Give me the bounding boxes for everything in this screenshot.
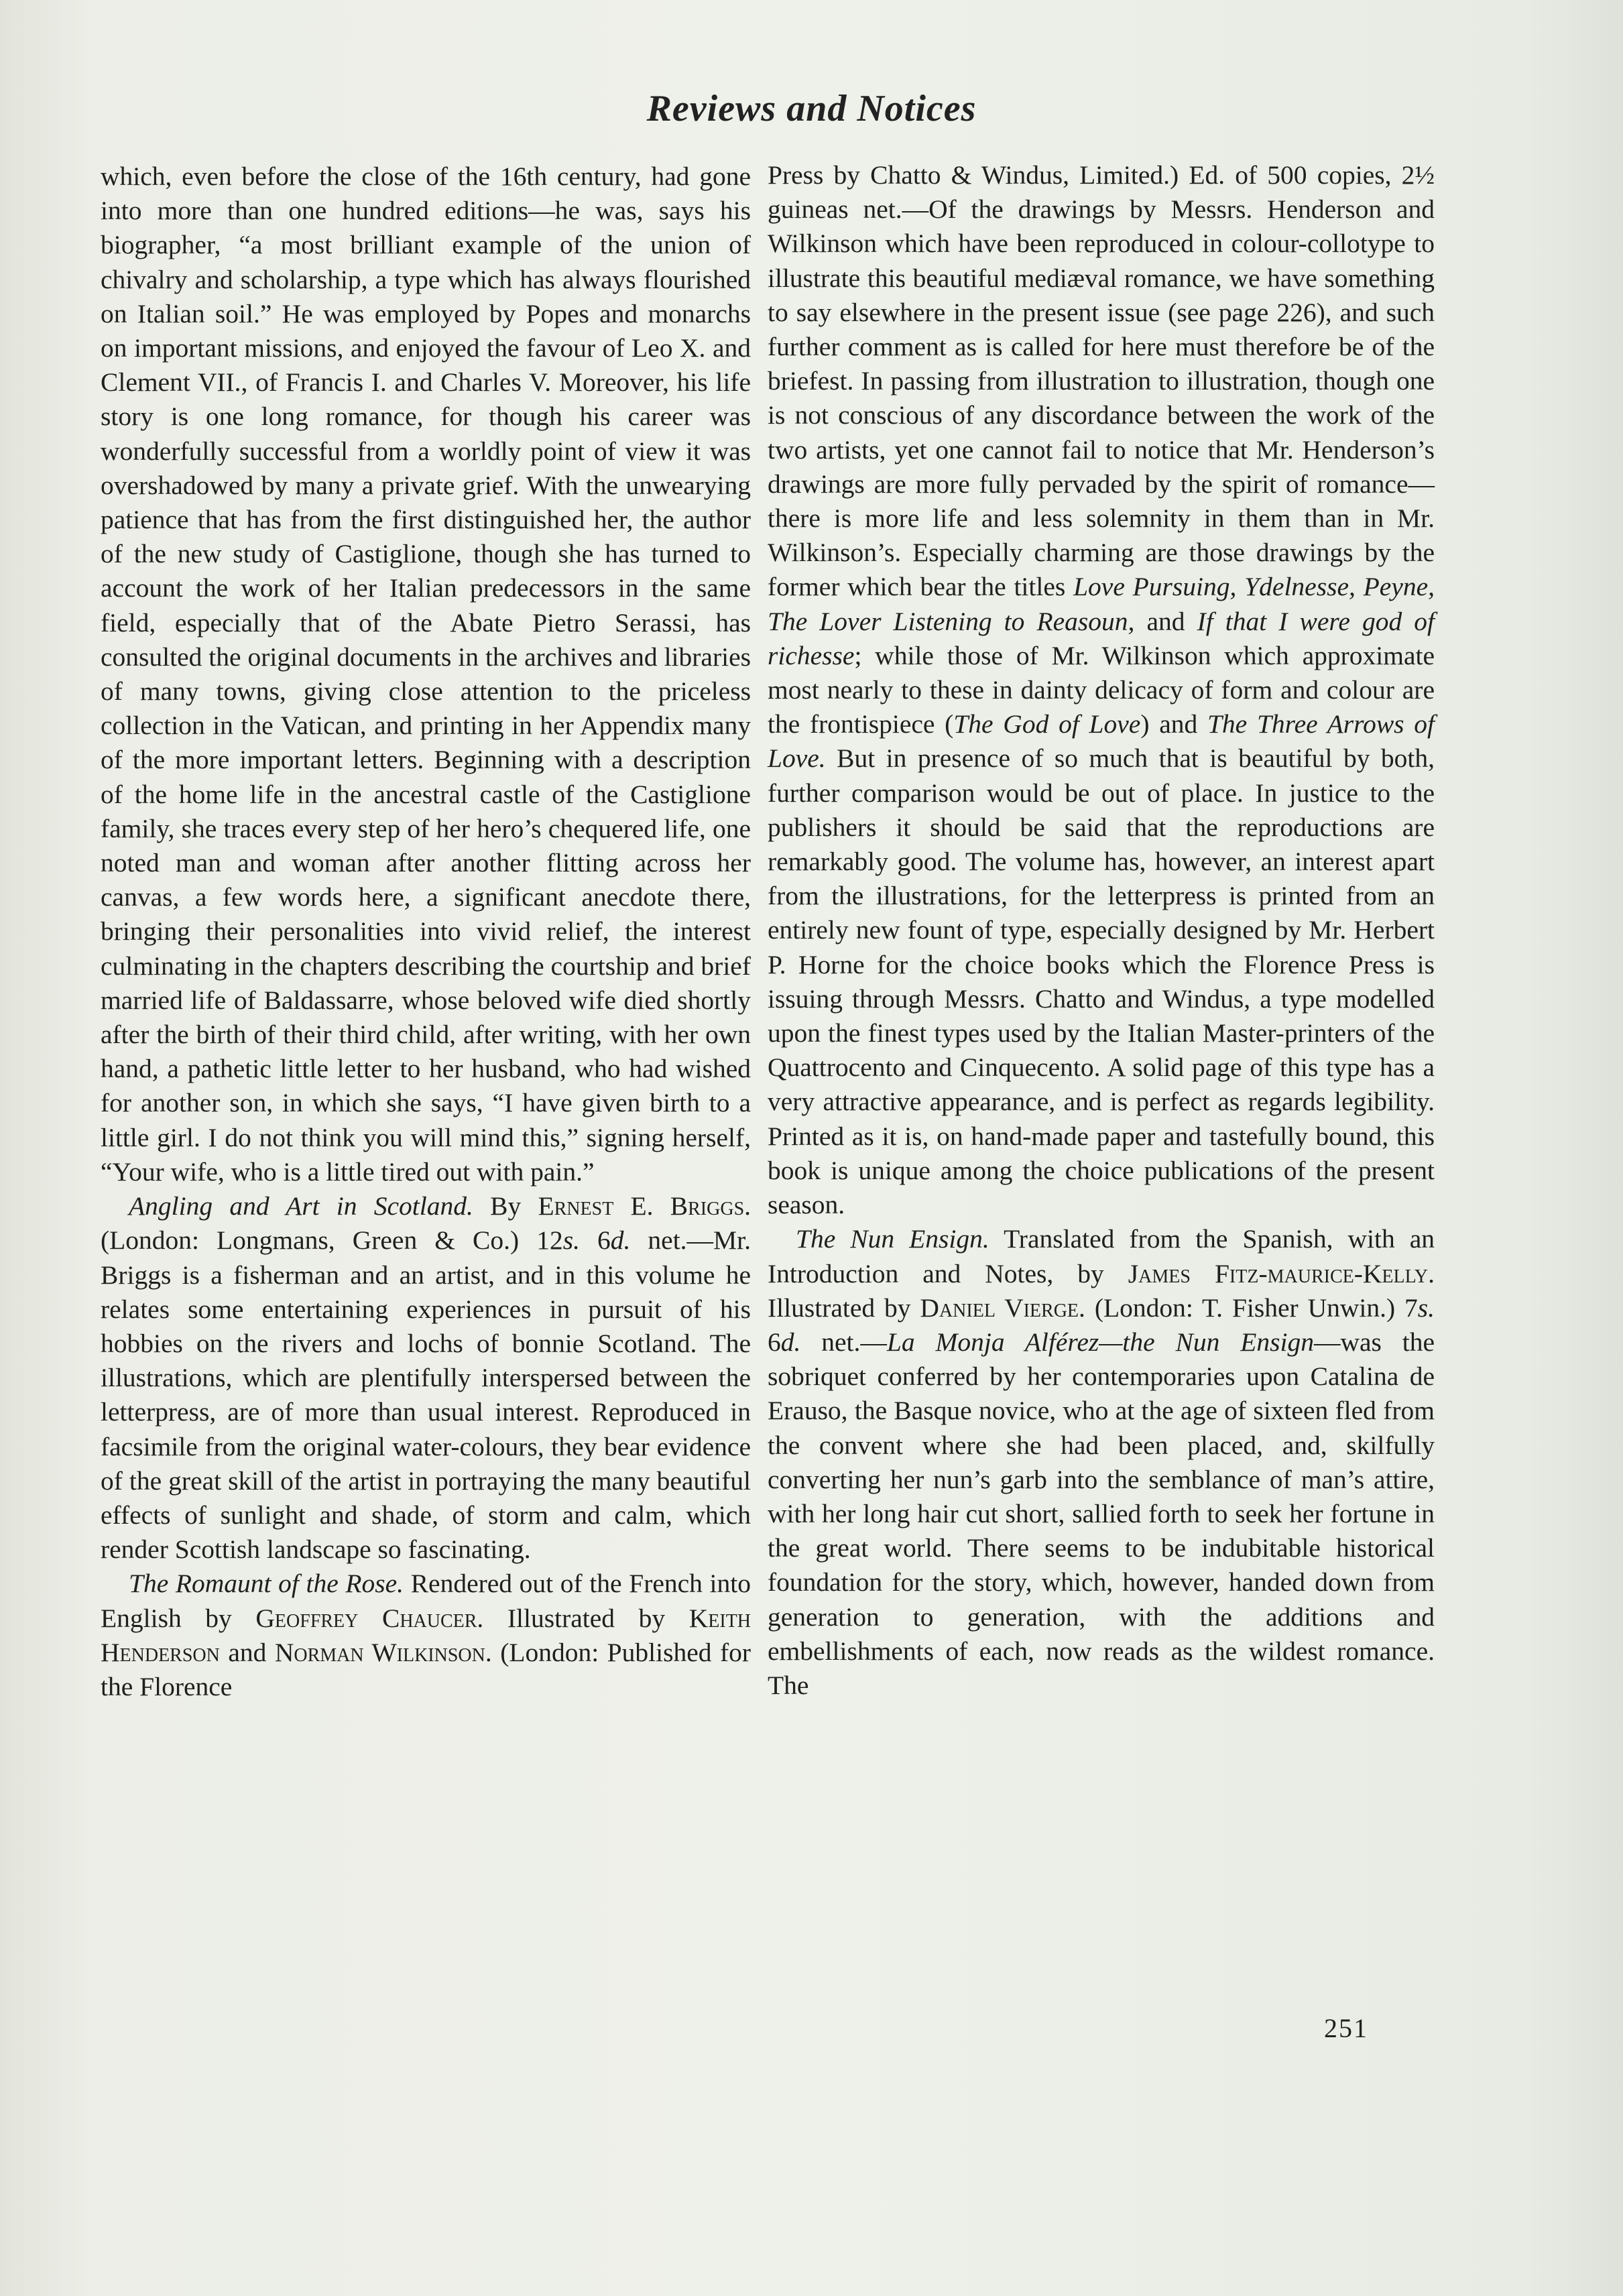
review-angling-and-art: Angling and Art in Scotland. By Ernest E. Briggs. (London: Longmans, Green & Co.) 12s. 6d. net.—Mr. Briggs is a fisherman and an artist, and in this volume he relates some entertaining experiences in pursuit of his hobbies on the rivers and lochs of bonnie Scotland. The illustrations, which are plentifully interspersed between the letterpress, are of more than usual interest. Reproduced in facsimile from the original water-colours, they bear evidence of the great skill of the artist in portraying the many beautiful effects of sunlight and shade, of storm and calm, which render Scottish landscape so fascinating. [101,1191,752,1565]
illustrator-name: Norman Wilkinson. [274,1637,492,1667]
review-nun-ensign: The Nun Ensign. Translated from the Spanish, with an Introduction and Notes, by James Fitz-maurice-Kelly. Illustrated by Daniel Vierge. (London: T. Fisher Unwin.) 7s. 6d. net.—La Monja Alférez—the Nun Ensign—was the sobriquet conferred by her contemporaries upon Catalina de Erauso, the Basque novice, who at the age of sixteen fled from the convent where she had been placed, and, skilfully converting her nun’s garb into the semblance of man’s attire, with her long hair cut short, sallied forth to seek her fortune in the great world. There seems to be indubitable historical foundation for the story, which, however, handed down from generation to generation, with the additions and embellishments of each, now reads as the wildest romance. The [768,1224,1435,1700]
illustrator-name: Keith Henderson [101,1603,752,1667]
book-title: The Nun Ensign. [796,1224,989,1254]
right-column [768,158,1435,1703]
book-title: The Romaunt of the Rose. [129,1569,404,1599]
illustrator-name: Daniel Vierge. [920,1292,1085,1323]
price: 7s. 6d. [768,1292,1435,1357]
author-name: Geoffrey Chaucer. [255,1603,484,1633]
drawing-title: The God of Love [953,709,1141,739]
running-head: Reviews and Notices [646,88,977,129]
left-paragraph-castiglione: which, even before the close of the 16th century, had gone into more than one hundred editions—he was, says his biographer, “a most brilliant example of the union of chivalry and scholarship, a type which has always flourished on Italian soil.” He was employed by Popes and monarchs on important missions, and enjoyed the favour of Leo X. and Clement VII., of Francis I. and Charles V. Moreover, his life story is one long romance, for though his career was wonderfully successful from a worldly point of view it was overshadowed by many a private grief. With the unwearying patience that has from the first distinguished her, the author of the new study of Castiglione, though she has turned to account the work of her Italian predecessors in the same field, especially that of the Abate Pietro Serassi, has consulted the original documents in the archives and libraries of many towns, giving close attention to the priceless collection in the Vatican, and printing in her Appendix many of the more important letters. Beginning with a description of the home life in the ancestral castle of the Castiglione family, she traces every step of her hero’s chequered life, one noted man and woman after another flitting across her canvas, a few words here, a significant anecdote there, bringing their personalities into vivid relief, the interest culminating in the chapters describing the courtship and brief married life of Baldassarre, whose beloved wife died shortly after the birth of their third child, after writing, with her own hand, a pathetic little letter to her husband, who had wished for another son, in which she says, “I have given birth to a little girl. I do not think you will mind this,” signing herself, “Your wife, who is a little tired out with pain.” [101,162,751,1187]
page-number: 251 [1324,2013,1368,2043]
drawing-title: If that I were god of richesse [768,606,1435,670]
book-title: Angling and Art in Scotland. [129,1191,473,1221]
review-romaunt-of-the-rose: The Romaunt of the Rose. Rendered out of the French into English by Geoffrey Chaucer. Illustrated by Keith Henderson and Norman Wilkinson. (London: Published for the Florence [101,1569,752,1701]
left-column [101,160,751,1704]
drawing-titles: Love Pursuing, Ydelnesse, Peyne, The Lover Listening to Reasoun, [768,572,1435,636]
drawing-title: The Three Arrows of Love. [768,709,1435,774]
right-paragraph-romaunt-cont: Press by Chatto & Windus, Limited.) Ed. of 500 copies, 2½ guineas net.—Of the drawings by Messrs. Henderson and Wilkinson which have been reproduced in colour-collotype to illustrate this beautiful mediæval romance, we have something to say elsewhere in the present issue (see page 226), and such further comment as is called for here must therefore be of the briefest. In passing from illustration to illustration, though one is not conscious of any discordance between the work of the two artists, yet one cannot fail to notice that Mr. Henderson’s drawings are more fully pervaded by the spirit of romance—there is more life and less solemnity in them than in Mr. Wilkinson’s. Especially charming are those drawings by the former which bear the titles Love Pursuing, Ydelnesse, Peyne, The Lover Listening to Reasoun, and If that I were god of richesse; while those of Mr. Wilkinson which approximate most nearly to these in dainty delicacy of form and colour are the frontispiece (The God of Love) and The Three Arrows of Love. But in presence of so much that is beautiful by both, further comparison would be out of place. In justice to the publishers it should be said that the reproductions are remarkably good. The volume has, however, an interest apart from the illustrations, for the letterpress is printed from an entirely new fount of type, especially designed by Mr. Herbert P. Horne for the choice books which the Florence Press is issuing through Messrs. Chatto and Windus, a type modelled upon the finest types used by the Italian Master-printers of the Quattrocento and Cinquecento. A solid page of this type has a very attractive appearance, and is perfect as regards legibility. Printed as it is, on hand-made paper and tastefully bound, this book is unique among the choice publications of the present season. [768,160,1435,1220]
author-name: Ernest E. Briggs. [538,1191,752,1221]
alt-title: La Monja Alférez—the Nun Ensign [886,1327,1314,1357]
price: 12s. 6d. [536,1225,631,1256]
author-name: James Fitz-maurice-Kelly. [1128,1258,1435,1288]
